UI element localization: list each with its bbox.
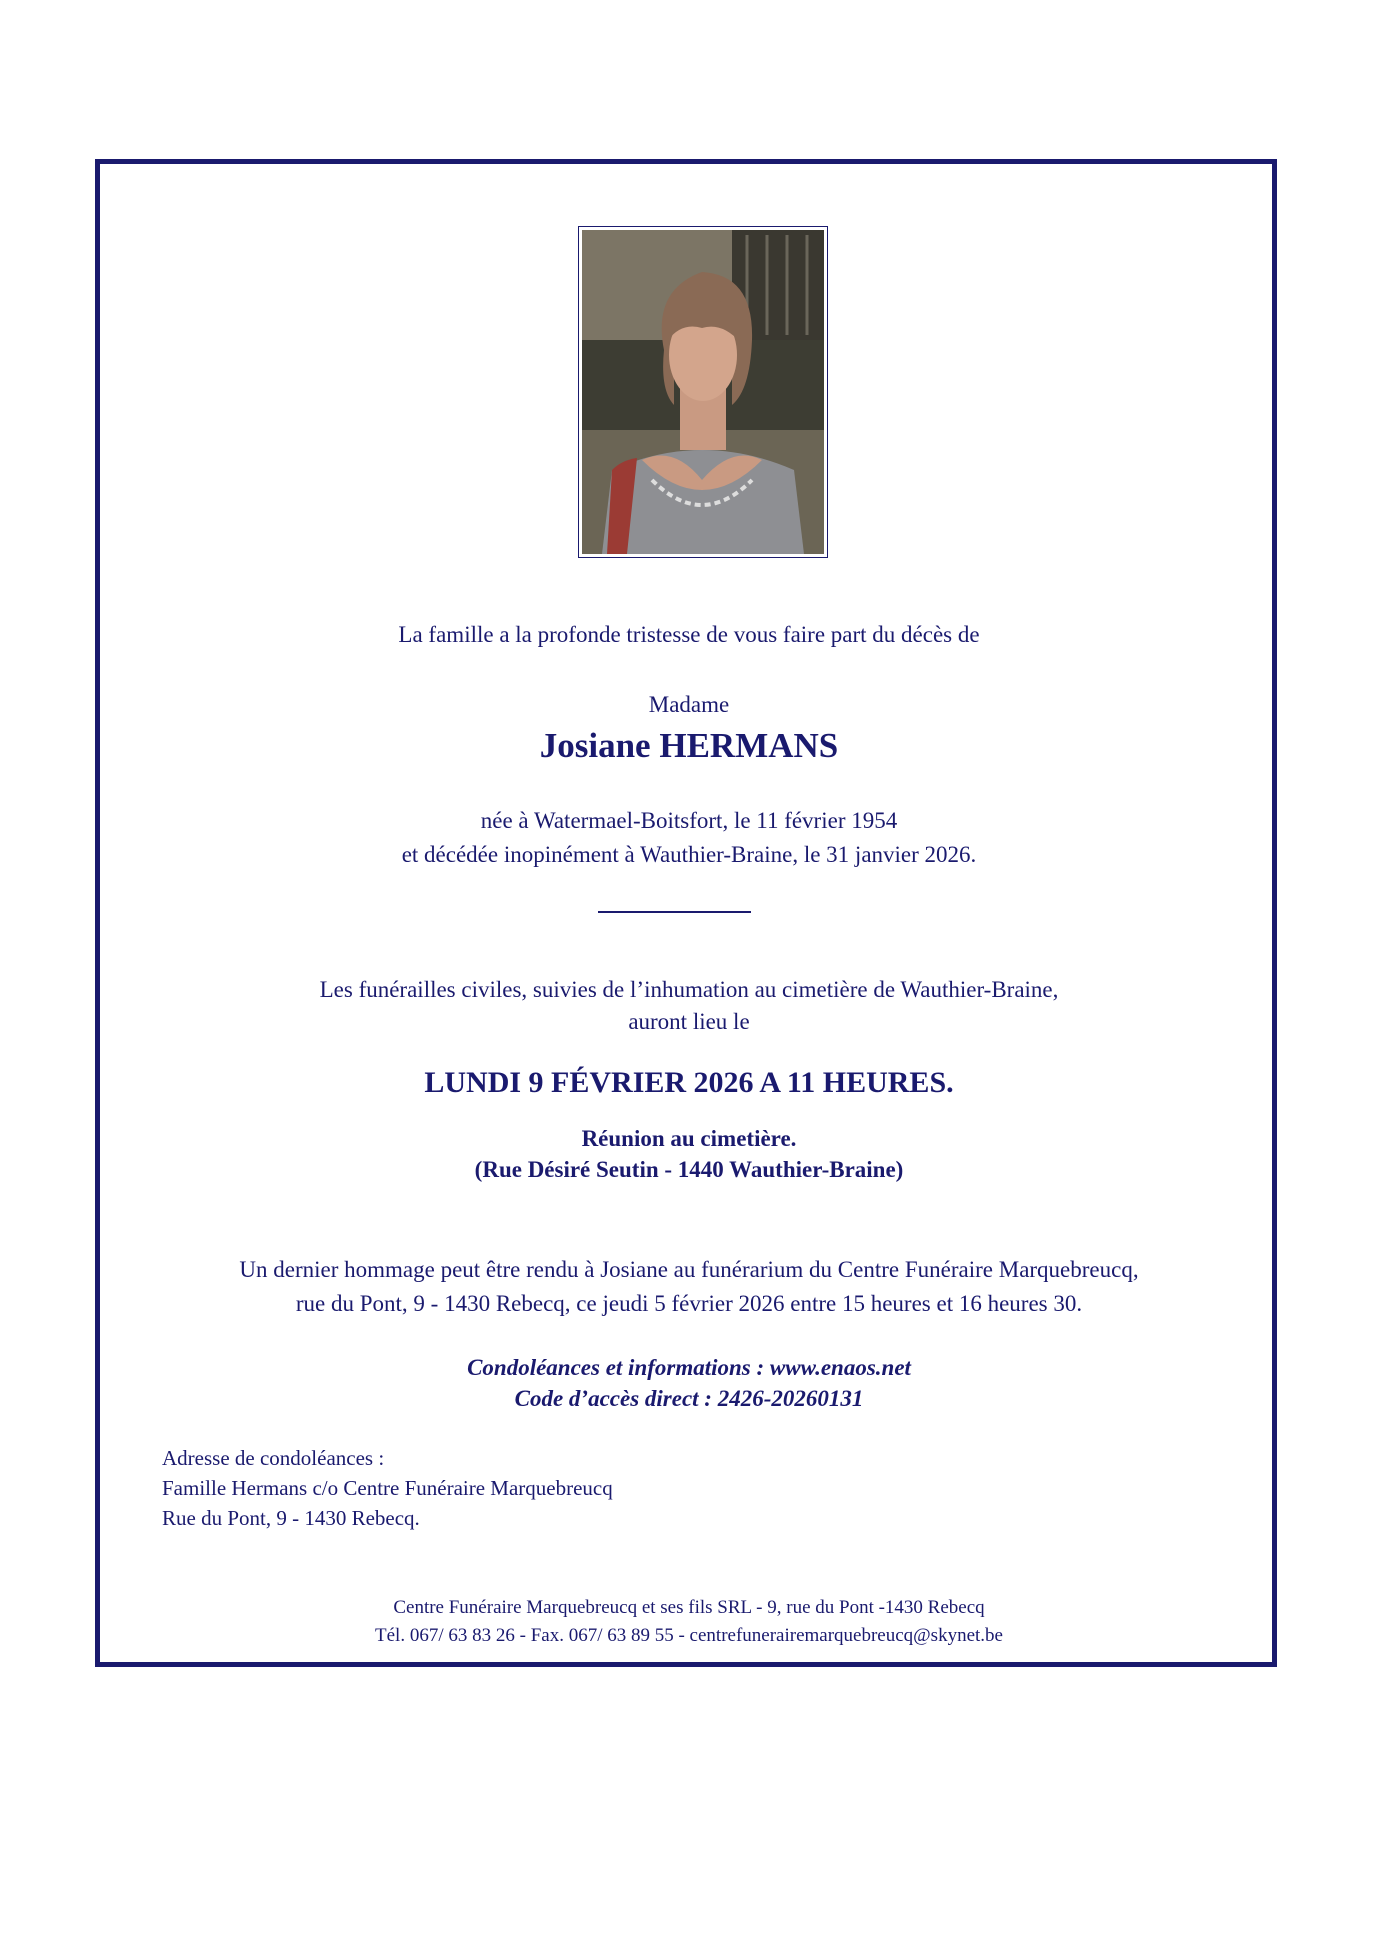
footer-line-2: Tél. 067/ 63 83 26 - Fax. 067/ 63 89 55 - centrefunerairemarquebreucq@skynet.be (375, 1625, 1003, 1646)
meeting-line-1: Réunion au cimetière. (581, 1126, 797, 1151)
funeral-date: LUNDI 9 FÉVRIER 2026 A 11 HEURES. (424, 1066, 954, 1099)
condolences-line-1: Condoléances et informations : www.enaos.net (467, 1355, 911, 1380)
address-line-3: Rue du Pont, 9 - 1430 Rebecq. (162, 1506, 420, 1530)
birth-line: née à Watermael-Boitsfort, le 11 février 1954 (480, 808, 898, 833)
funeral-line-2: auront lieu le (628, 1009, 750, 1034)
portrait-photo (578, 226, 828, 558)
meeting-line-2: (Rue Désiré Seutin - 1440 Wauthier-Braine) (474, 1157, 904, 1182)
address-line-2: Famille Hermans c/o Centre Funéraire Marquebreucq (162, 1476, 613, 1500)
separator-rule (598, 911, 751, 913)
deceased-name: Josiane HERMANS (539, 726, 839, 765)
tribute-line-2: rue du Pont, 9 - 1430 Rebecq, ce jeudi 5 février 2026 entre 15 heures et 16 heures 30. (295, 1291, 1083, 1316)
tribute-line-1: Un dernier hommage peut être rendu à Josiane au funérarium du Centre Funéraire Marquebreucq, (239, 1257, 1139, 1282)
portrait-image (582, 230, 824, 554)
footer-line-1: Centre Funéraire Marquebreucq et ses fils SRL - 9, rue du Pont -1430 Rebecq (393, 1597, 985, 1618)
intro-text: La famille a la profonde tristesse de vous faire part du décès de (398, 622, 980, 647)
condolences-line-2: Code d’accès direct : 2426-20260131 (514, 1386, 864, 1411)
salutation: Madame (648, 692, 730, 717)
funeral-line-1: Les funérailles civiles, suivies de l’inhumation au cimetière de Wauthier-Braine, (319, 977, 1059, 1002)
address-line-1: Adresse de condoléances : (162, 1446, 385, 1470)
death-line: et décédée inopinément à Wauthier-Braine, le 31 janvier 2026. (401, 842, 977, 867)
